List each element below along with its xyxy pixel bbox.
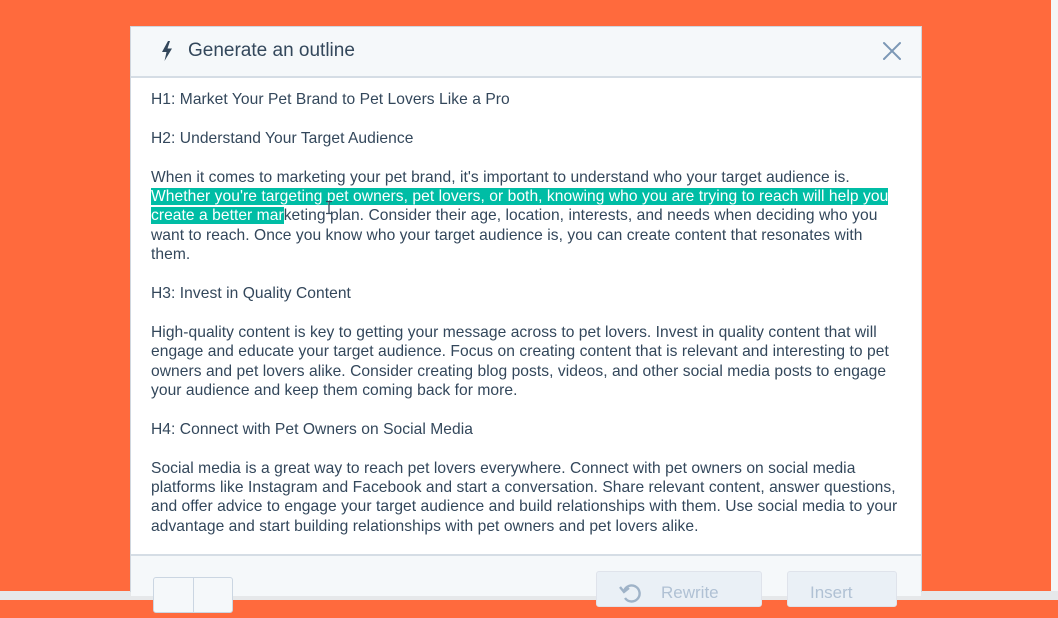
generate-outline-modal [130,26,922,602]
lightning-bolt-icon [159,41,175,61]
text-cursor-icon [325,201,333,214]
rewrite-button[interactable] [596,571,762,607]
paragraph-audience-start: When it comes to marketing your pet brand, it's important to understand who your target audience is. [151,168,850,186]
paragraph-audience [151,168,903,265]
insert-button[interactable] [787,571,897,607]
thumbs-down-button[interactable] [193,578,233,612]
close-icon[interactable] [881,40,903,62]
selected-text[interactable]: Whether you're targeting pet owners, pet lovers, or both, knowing who you are trying to reach will help you create a better mar [151,188,889,225]
thumbs-up-button[interactable] [154,578,193,612]
modal-header [131,27,921,78]
heading-h1: H1: Market Your Pet Brand to Pet Lovers Like a Pro [151,91,510,108]
insert-label: Insert [810,583,853,602]
heading-h4: H4: Connect with Pet Owners on Social Media [151,420,473,438]
modal-title: Generate an outline [188,40,355,61]
outline-text[interactable] [151,90,903,556]
paragraph-quality-content: High-quality content is key to getting your message across to pet lovers. Invest in quality content that will engage and educate your target audience. Focus on creating content that is relevant and interesting to pet owners and pet lovers alike. Consider creating blog posts, videos, and other social media posts to engage your audience and keep them coming back for more. [151,323,889,400]
heading-h3: H3: Invest in Quality Content [151,285,351,303]
modal-footer [131,556,921,602]
paragraph-audience-end: keting plan. Consider their age, location, interests, and needs when deciding who you want to reach. Once you know who your target audience is, you can create content that resonates with them. [151,207,878,264]
rewrite-label: Rewrite [661,583,719,602]
paragraph-social-media: Social media is a great way to reach pet lovers everywhere. Connect with pet owners on social media platforms like Instagram and Facebook and start a conversation. Share relevant content, answer questions, and offer advice to engage your target audience and build relationships with them. Use social media to your advantage and start building relationships with pet owners and pet lovers alike. [151,459,898,535]
heading-h2: H2: Understand Your Target Audience [151,129,414,147]
feedback-button-group [153,577,233,613]
refresh-icon [619,581,643,618]
outline-content-area[interactable] [131,78,921,554]
background-strip-right [1051,0,1058,600]
